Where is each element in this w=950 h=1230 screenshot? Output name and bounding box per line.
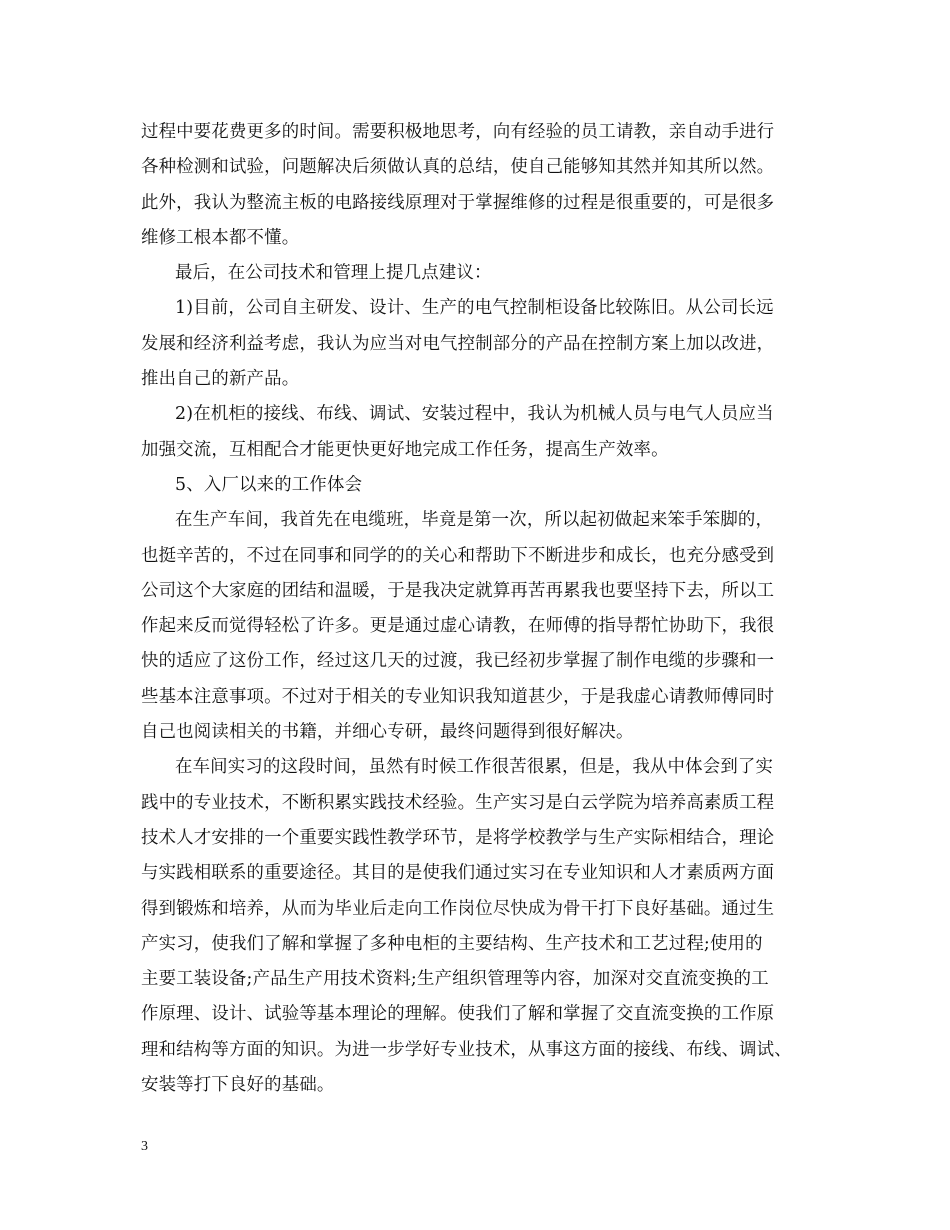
text-line: 与实践相联系的重要途径。其目的是使我们通过实习在专业知识和人才素质两方面: [141, 863, 775, 884]
text-line: 也挺辛苦的，不过在同事和同学的的关心和帮助下不断进步和成长，也充分感受到: [141, 545, 775, 566]
text-line: 过程中要花费更多的时间。需要积极地思考，向有经验的员工请教，亲自动手进行: [141, 122, 775, 142]
text-line: 作原理、设计、试验等基本理论的理解。使我们了解和掌握了交直流变换的工作原: [141, 1004, 775, 1025]
text-line: 理和结构等方面的知识。为进一步学好专业技术，从事这方面的接线、布线、调试、: [141, 1039, 792, 1060]
text-line: 1)目前，公司自主研发、设计、生产的电气控制柜设备比较陈旧。从公司长远: [175, 298, 774, 319]
text-line: 主要工装设备;产品生产用技术资料;生产组织管理等内容，加深对交直流变换的工: [141, 969, 769, 990]
page-number: 3: [141, 1139, 148, 1154]
text-line: 2)在机柜的接线、布线、调试、安装过程中，我认为机械人员与电气人员应当: [175, 404, 774, 425]
text-line: 5、入厂以来的工作体会: [175, 474, 363, 495]
text-line: 得到锻炼和培养，从而为毕业后走向工作岗位尽快成为骨干打下良好基础。通过生: [141, 898, 775, 919]
text-line: 作起来反而觉得轻松了许多。更是通过虚心请教，在师傅的指导帮忙协助下，我很: [141, 616, 775, 637]
text-line: 安装等打下良好的基础。: [141, 1075, 335, 1096]
text-line: 维修工根本都不懂。: [141, 227, 300, 248]
text-line: 自己也阅读相关的书籍，并细心专研，最终问题得到很好解决。: [141, 722, 634, 743]
text-line: 发展和经济利益考虑，我认为应当对电气控制部分的产品在控制方案上加以改进，: [141, 333, 775, 354]
text-line: 加强交流，互相配合才能更快更好地完成工作任务，提高生产效率。: [141, 439, 669, 460]
text-line: 此外，我认为整流主板的电路接线原理对于掌握维修的过程是很重要的，可是很多: [141, 192, 775, 213]
text-line: 产实习，使我们了解和掌握了多种电柜的主要结构、生产技术和工艺过程;使用的: [141, 933, 763, 954]
text-line: 推出自己的新产品。: [141, 369, 300, 390]
text-line: 各种检测和试验，问题解决后须做认真的总结，使自己能够知其然并知其所以然。: [141, 157, 775, 178]
text-line: 公司这个大家庭的团结和温暖，于是我决定就算再苦再累我也要坚持下去，所以工: [141, 580, 775, 601]
text-line: 在车间实习的这段时间，虽然有时候工作很苦很累，但是，我从中体会到了实: [175, 757, 774, 778]
text-line: 在生产车间，我首先在电缆班，毕竟是第一次，所以起初做起来笨手笨脚的，: [175, 510, 774, 531]
text-line: 些基本注意事项。不过对于相关的专业知识我知道甚少，于是我虚心请教师傅同时: [141, 686, 775, 707]
document-body: [141, 115, 831, 1103]
text-line: 快的适应了这份工作，经过这几天的过渡，我已经初步掌握了制作电缆的步骤和一: [141, 651, 775, 672]
text-line: 技术人才安排的一个重要实践性教学环节，是将学校教学与生产实际相结合，理论: [141, 827, 775, 848]
text-line: 践中的专业技术，不断积累实践技术经验。生产实习是白云学院为培养高素质工程: [141, 792, 775, 813]
text-line: 最后，在公司技术和管理上提几点建议：: [175, 263, 492, 284]
